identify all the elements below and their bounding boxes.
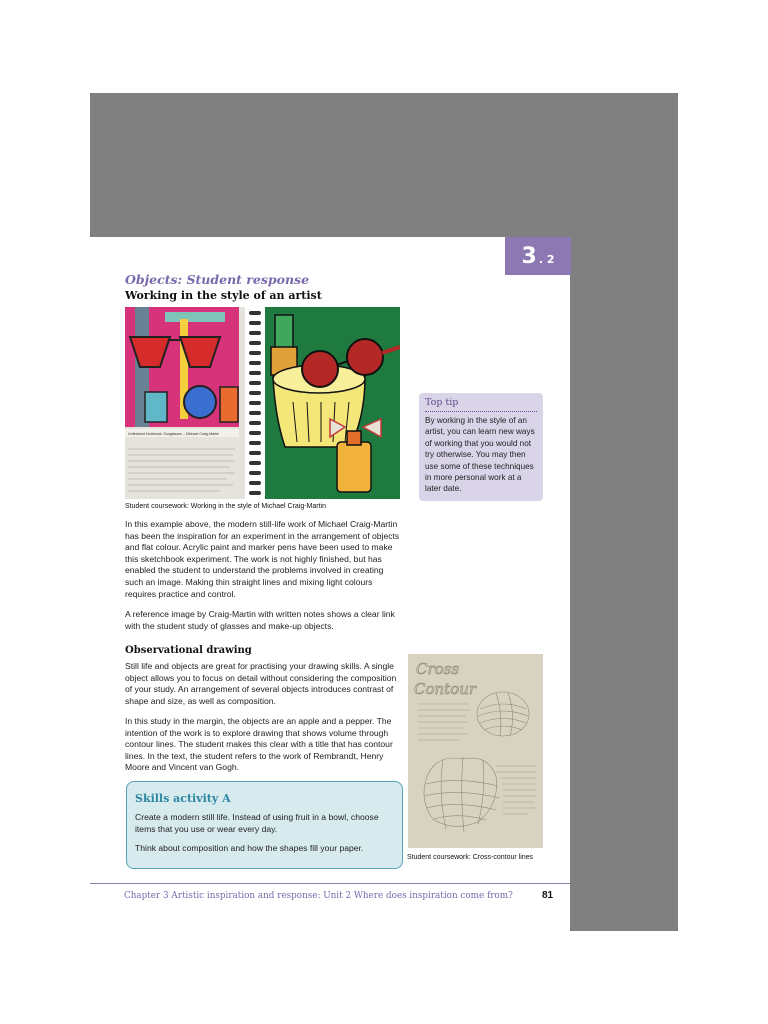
- reference-image-label: Unfinished Notebook: Sunglasses – Michael Craig-Martin: [128, 432, 220, 436]
- figure2-caption: Student coursework: Cross-contour lines: [407, 854, 534, 861]
- section-subtitle: Working in the style of an artist: [125, 289, 322, 302]
- section-title: Objects: Student response: [125, 272, 310, 287]
- skills-activity-box: [126, 781, 403, 869]
- figure1-caption: Student coursework: Working in the style of Michael Craig-Martin: [125, 503, 327, 510]
- sketchbook-illustration: [125, 307, 400, 499]
- top-tip-divider: [425, 411, 537, 412]
- footer-divider: [90, 883, 570, 884]
- textbook-page: [90, 237, 570, 931]
- cross-contour-drawing: [408, 654, 543, 848]
- sketchbook-artwork-image: [125, 307, 400, 499]
- paragraph-craig-martin: In this example above, the modern still-life work of Michael Craig-Martin has been the inspiration for an experiment in the arrangement of objects and flat colour. Acrylic paint and marker pens have been used to make this sketchbook experiment. The work is not highly finished, but has enabled the student to understand the problems involved in creating such an image. Making thin straight lines and mixing light colours requires practice and control.: [125, 519, 400, 599]
- paragraph-reference-image: A reference image by Craig-Martin with written notes shows a clear link with the student study of glasses and make-up objects.: [125, 609, 395, 631]
- skills-activity-tip: Think about composition and how the shapes fill your paper.: [135, 843, 364, 853]
- section-subnumber: . 2: [538, 252, 555, 266]
- chapter-footer: Chapter 3 Artistic inspiration and response: Unit 2 Where does inspiration come from?: [124, 891, 513, 901]
- observational-drawing-heading: Observational drawing: [125, 645, 252, 656]
- top-tip-text: By working in the style of an artist, you can learn new ways of working that you would not try otherwise. You may then use some of these techniques in more personal work at a later date.: [425, 416, 535, 494]
- sketch-title-contour: Contour: [414, 680, 477, 698]
- page-number: 81: [542, 890, 554, 901]
- skills-activity-instruction: Create a modern still life. Instead of using fruit in a bowl, choose items that you use or wear every day.: [135, 812, 379, 834]
- skills-activity-title: Skills activity A: [135, 792, 231, 805]
- paragraph-still-life: Still life and objects are great for practising your drawing skills. A single object allows you to focus on detail without considering the composition of your study. An arrangement of several objects introduces contrast of shape and size, as well as composition.: [125, 661, 397, 706]
- sketch-title-cross: Cross: [416, 660, 460, 678]
- section-number: 3: [521, 243, 537, 269]
- paragraph-contour-study: In this study in the margin, the objects are an apple and a pepper. The intention of the work is to explore drawing that shows volume through contour lines. The student makes this clear with a title that has contour lines. In the text, the student refers to the work of Rembrandt, Henry Moore and Vincent van Gogh.: [125, 716, 393, 773]
- top-tip-box: [419, 393, 543, 501]
- section-badge: [505, 237, 571, 275]
- cross-contour-sketch-image: [408, 654, 543, 848]
- top-tip-title: Top tip: [425, 397, 459, 408]
